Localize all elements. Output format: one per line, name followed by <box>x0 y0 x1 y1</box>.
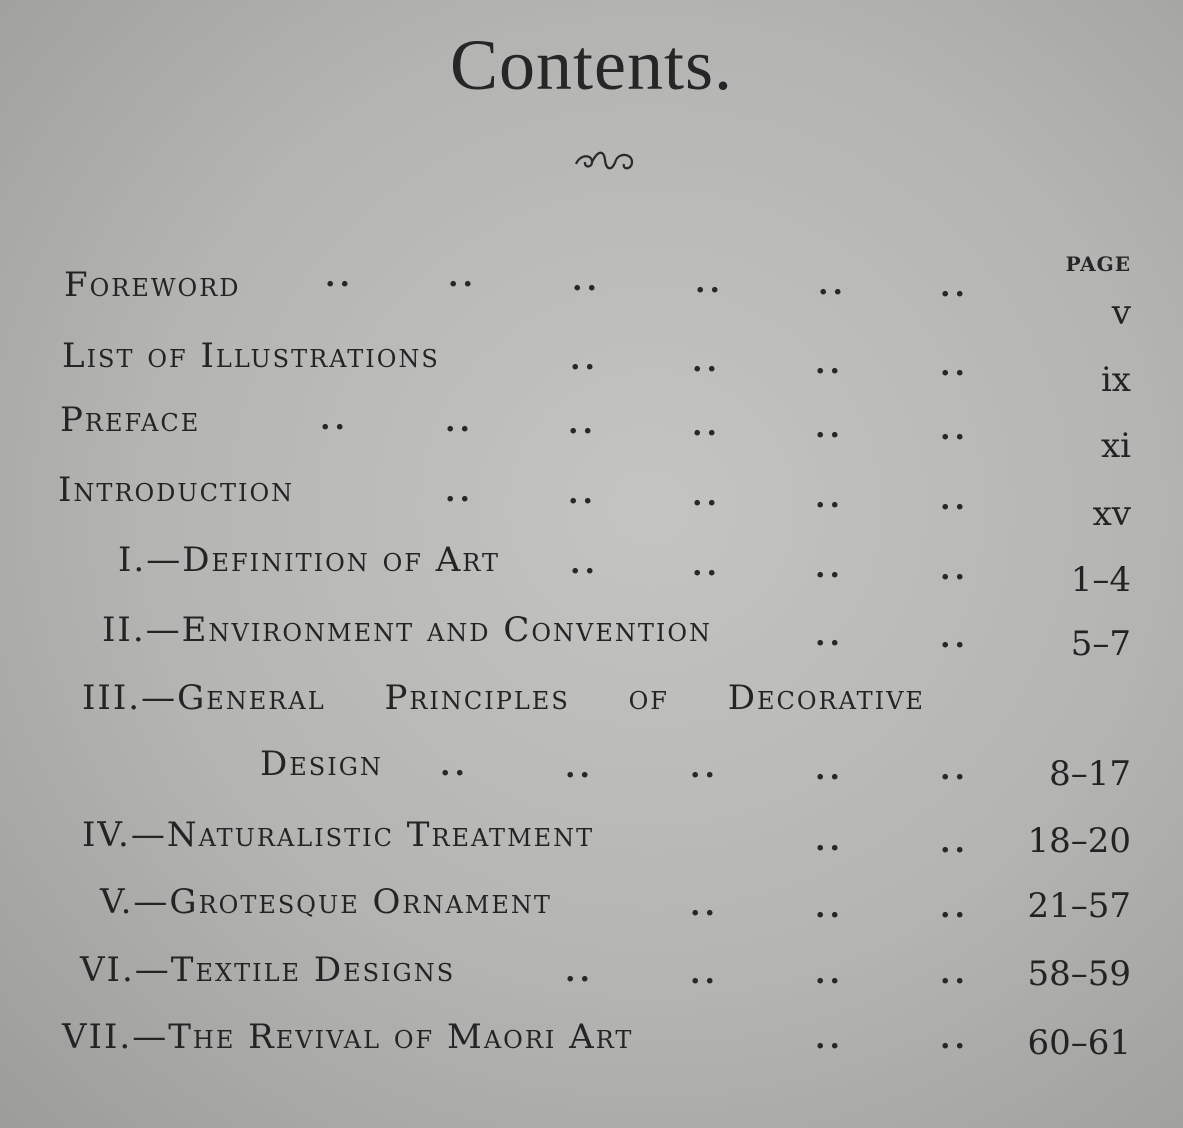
toc-entry-title-continued: Design <box>260 744 383 784</box>
toc-entry-title: III.—General Principles of Decorative <box>82 678 925 718</box>
toc-entry-page: 18–20 <box>1027 821 1131 861</box>
fleuron-ornament-icon <box>570 140 640 180</box>
toc-entry-title: VII.—The Revival of Maori Art <box>62 1017 634 1057</box>
leader-dots: .. .. .. .. .. <box>445 474 969 517</box>
toc-entry-page: v <box>1111 293 1131 333</box>
toc-entry-chapter-3[interactable] <box>0 678 1183 798</box>
toc-entry-chapter-2[interactable] <box>0 610 1183 670</box>
leader-dots: .. .. .. <box>690 888 969 925</box>
leader-dots: .. .. .. .. <box>570 546 969 587</box>
toc-entry-preface[interactable] <box>0 400 1183 466</box>
toc-entry-page: xv <box>1092 494 1131 534</box>
toc-entry-chapter-6[interactable] <box>0 950 1183 1010</box>
toc-entry-page: 5–7 <box>1070 624 1131 664</box>
leader-dots: .. .. .. .. .. <box>440 748 969 787</box>
toc-entry-title: I.—Definition of Art <box>118 540 500 580</box>
toc-entry-page: ix <box>1100 360 1131 400</box>
toc-entry-chapter-1[interactable] <box>0 540 1183 600</box>
toc-entry-title: Preface <box>60 400 201 440</box>
page-column-label: PAGE <box>1065 252 1131 276</box>
toc-entry-chapter-7[interactable] <box>0 1017 1183 1077</box>
toc-entry-chapter-4[interactable] <box>0 815 1183 875</box>
toc-entry-page: 1–4 <box>1070 560 1131 600</box>
toc-entry-title: List of Illustrations <box>62 336 440 376</box>
toc-entry-page: 8–17 <box>1049 754 1131 794</box>
leader-dots: .. .. .. .. .. .. <box>325 259 969 304</box>
leader-dots: .. .. .. .. .. .. <box>320 402 969 447</box>
toc-entry-page: 21–57 <box>1027 886 1131 926</box>
toc-entry-page: 58–59 <box>1027 954 1131 994</box>
toc-entry-chapter-5[interactable] <box>0 882 1183 942</box>
leader-dots: .. .. <box>815 618 969 655</box>
leader-dots: .. .. .. .. <box>565 954 969 991</box>
toc-entry-page: xi <box>1100 426 1131 466</box>
leader-dots: .. .. .. .. <box>570 342 969 383</box>
toc-entry-page: 60–61 <box>1027 1023 1131 1063</box>
page-title: Contents. <box>449 25 733 105</box>
toc-entry-title: Foreword <box>64 265 241 305</box>
leader-dots: .. .. <box>815 1021 969 1056</box>
toc-entry-title: Introduction <box>58 470 295 510</box>
toc-entry-title: IV.—Naturalistic Treatment <box>82 815 595 855</box>
toc-entry-list-of-illustrations[interactable] <box>0 336 1183 400</box>
toc-entry-title: V.—Grotesque Ornament <box>100 882 552 922</box>
toc-entry-introduction[interactable] <box>0 470 1183 534</box>
toc-entry-title: VI.—Textile Designs <box>80 950 456 990</box>
leader-dots: .. .. <box>815 823 969 860</box>
toc-entry-title: II.—Environment and Convention <box>102 610 713 650</box>
